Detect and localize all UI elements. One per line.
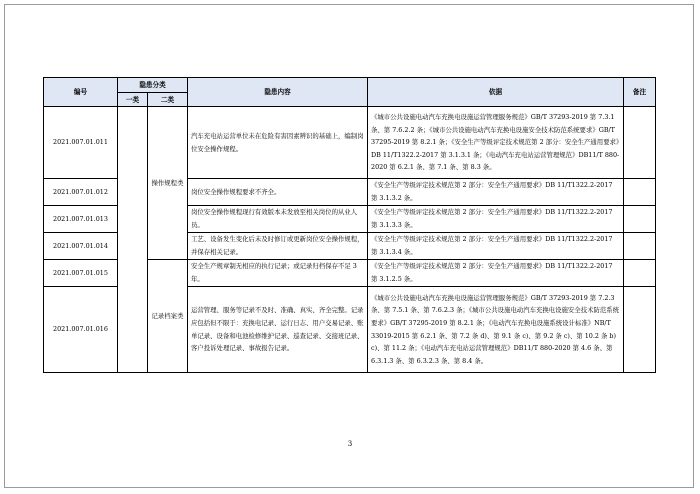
header-level2: 二类 xyxy=(148,93,188,107)
row-content: 运营管理、服务等记录不及时、准确、真实、齐全完整。记录应包括但不限于：充换电记录、运行日志、用户交易记录、账单记录、设备和电池检修维护记录、巡查记录、交接班记录、客户投诉处理记录、事故报告记录。 xyxy=(188,287,368,373)
header-basis: 依据 xyxy=(368,78,624,107)
header-category: 隐患分类 xyxy=(118,78,188,93)
table-row xyxy=(44,107,656,179)
header-content: 隐患内容 xyxy=(188,78,368,107)
row-basis: 《城市公共设施电动汽车充换电设施运营管理服务规范》GB/T 37293-2019 第 7.3.1 条、第 7.6.2.2 条；《城市公共设施电动汽车充换电设施安全技术防范系统要求》GB/T 37295-2019 第 8.2.1 条；《安全生产等级评定技术规范第 2 部分：安全生产通用要求》DB 11/T1322.2-2017 第 3.1.3.1 条；《电动汽车充电站运营管理规范》DB11/T 880-2020 第 6.2.1 条、第 7.1 条、第 8.3 条。 xyxy=(368,107,624,179)
row-basis: 《安全生产等级评定技术规范第 2 部分：安全生产通用要求》DB 11/T1322.2-2017 第 3.1.3.3 条。 xyxy=(368,206,624,233)
row-code: 2021.007.01.011 xyxy=(44,107,118,179)
group-operation: 操作规程类 xyxy=(148,107,188,260)
page-number: 3 xyxy=(347,440,353,448)
row-content: 汽车充电站运营单位未在危险有害因素辨识的基础上，编制岗位安全操作规程。 xyxy=(188,107,368,179)
row-content: 岗位安全操作规程现行有效版本未发放至相关岗位的从业人员。 xyxy=(188,206,368,233)
row-content: 工艺、设备发生变化后未及时修订或更新岗位安全操作规程，并保存相关记录。 xyxy=(188,233,368,260)
level1-cell xyxy=(118,107,148,373)
row-remark xyxy=(624,260,656,287)
row-code: 2021.007.01.013 xyxy=(44,206,118,233)
group-records: 记录档案类 xyxy=(148,260,188,373)
row-code: 2021.007.01.012 xyxy=(44,179,118,206)
row-remark xyxy=(624,179,656,206)
row-basis: 《安全生产等级评定技术规范第 2 部分：安全生产通用要求》DB 11/T1322.2-2017 第 3.1.3.2 条。 xyxy=(368,179,624,206)
row-remark xyxy=(624,233,656,260)
row-content: 安全生产规章制无相应的执行记录；或记录归档保存不足 3 年。 xyxy=(188,260,368,287)
row-basis: 《安全生产等级评定技术规范第 2 部分：安全生产通用要求》DB 11/T1322.2-2017 第 3.1.3.4 条。 xyxy=(368,233,624,260)
row-remark xyxy=(624,206,656,233)
row-code: 2021.007.01.015 xyxy=(44,260,118,287)
row-code: 2021.007.01.016 xyxy=(44,287,118,373)
header-level1: 一类 xyxy=(118,93,148,107)
row-remark xyxy=(624,287,656,373)
row-code: 2021.007.01.014 xyxy=(44,233,118,260)
header-code: 编号 xyxy=(44,78,118,107)
hazard-table xyxy=(43,77,656,373)
row-basis: 《城市公共设施电动汽车充换电设施运营管理服务规范》GB/T 37293-2019 第 7.2.3 条、第 7.5.1 条、第 7.6.2.3 条；《城市公共设施电动汽车充换电设施安全技术防范系统要求》GB/T 37295-2019 第 8.2.1 条；《电动汽车充换电设施系统设计标准》NB/T 33019-2015 第 6.2.1 条、第 7.2 条 d)、第 9.1 条 c)、第 9.2 条 c)、第 10.2 条 b) c)、第 11.2 条；《电动汽车充电站运营管理规范》DB11/T 880-2020 第 4.6 条、第 6.3.1.3 条、第 6.3.2.3 条、第 8.4 条。 xyxy=(368,287,624,373)
header-remark: 备注 xyxy=(624,78,656,107)
row-basis: 《安全生产等级评定技术规范第 2 部分：安全生产通用要求》DB 11/T1322.2-2017 第 3.1.2.5 条。 xyxy=(368,260,624,287)
row-content: 岗位安全操作规程要求不齐全。 xyxy=(188,179,368,206)
row-remark xyxy=(624,107,656,179)
